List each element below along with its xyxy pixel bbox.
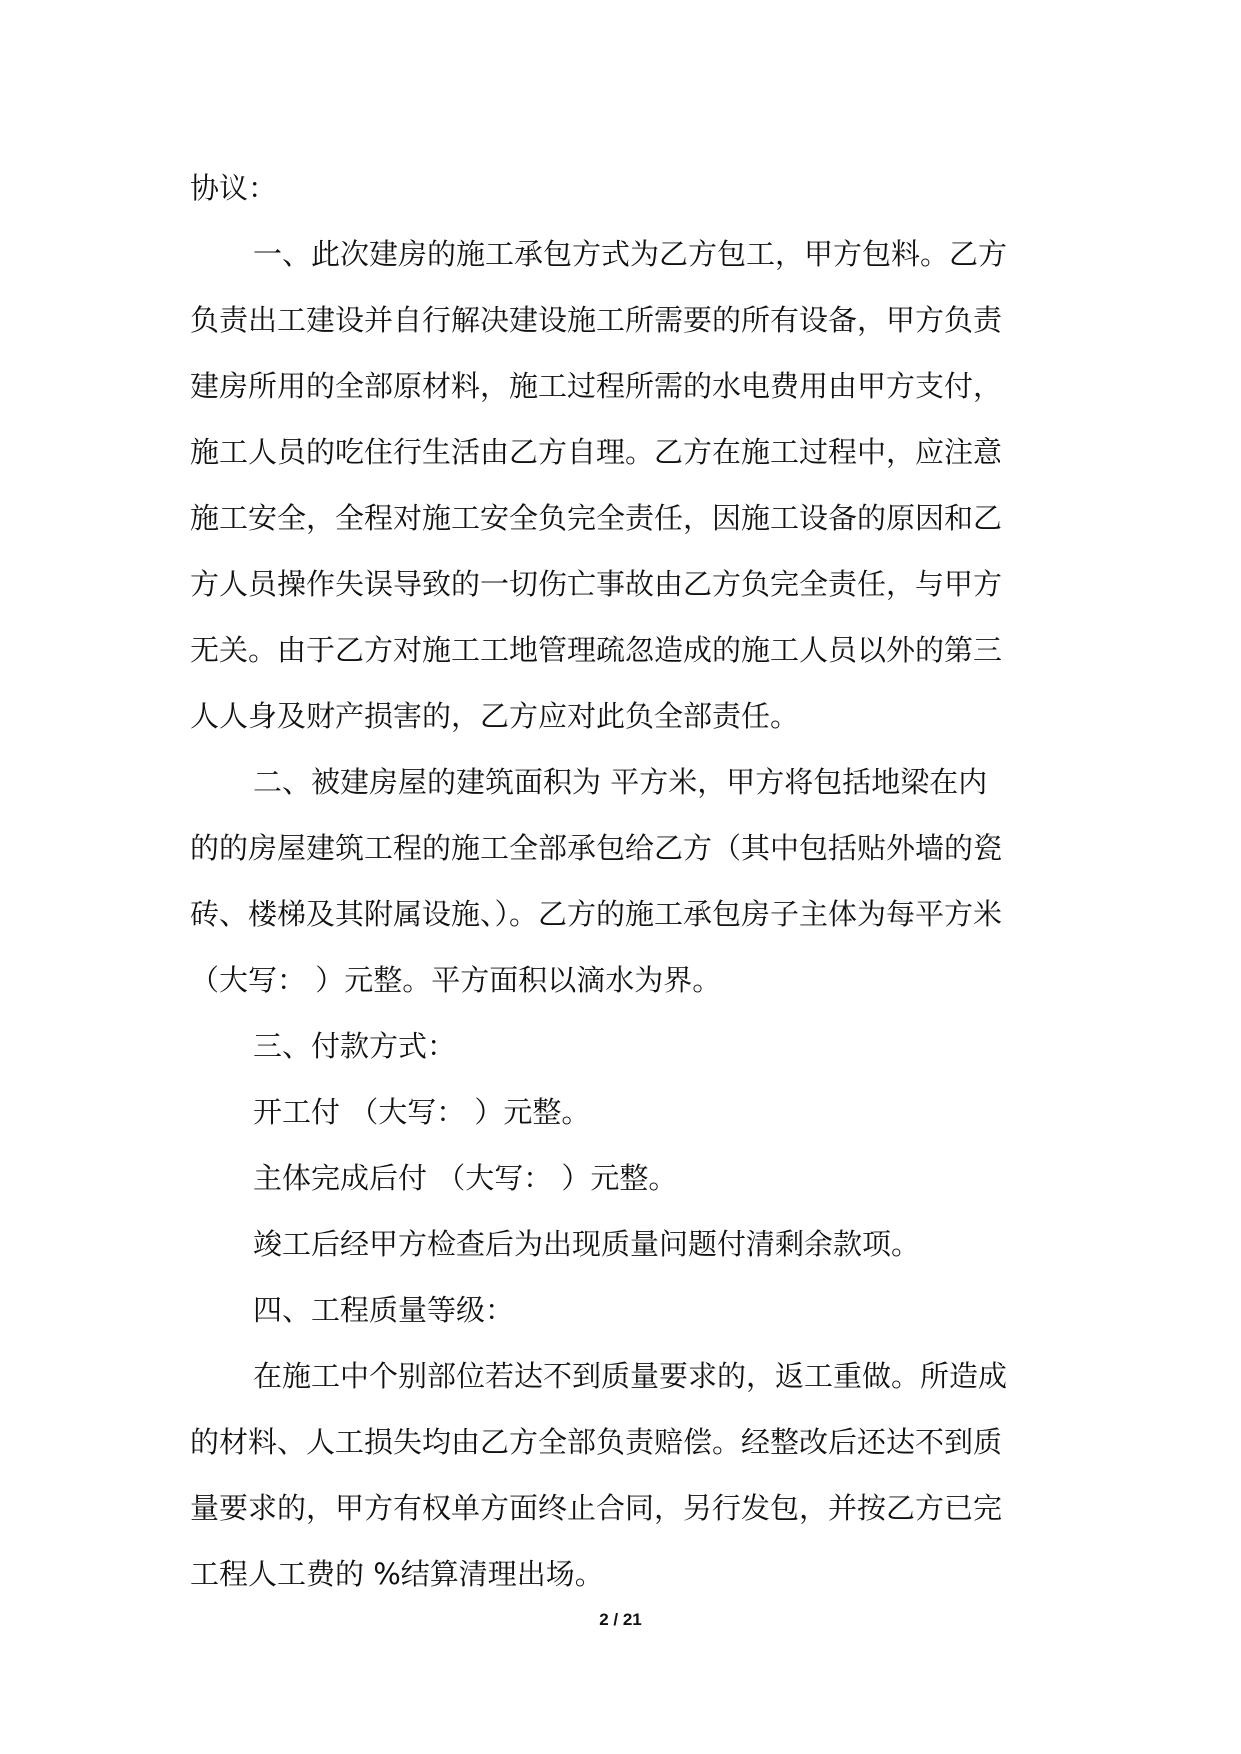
text-line: 负责出工建设并自行解决建设施工所需要的所有设备，甲方负责 — [190, 303, 1003, 337]
text-line: 一、此次建房的施工承包方式为乙方包工，甲方包料。乙方 — [253, 237, 1008, 271]
text-line: 在施工中个别部位若达不到质量要求的，返工重做。所造成 — [253, 1359, 1008, 1393]
text-line: 砖、楼梯及其附属设施、）。乙方的施工承包房子主体为每平方米 — [190, 897, 1003, 931]
text-line: 施工人员的吃住行生活由乙方自理。乙方在施工过程中，应注意 — [190, 435, 1003, 469]
text-line: 三、付款方式： — [253, 1029, 457, 1063]
text-line: 建房所用的全部原材料，施工过程所需的水电费用由甲方支付， — [190, 369, 1003, 403]
text-line: 量要求的，甲方有权单方面终止合同，另行发包，并按乙方已完 — [190, 1491, 1003, 1525]
document-body — [190, 155, 1060, 1607]
text-line: 工程人工费的 %结算清理出场。 — [190, 1557, 604, 1591]
page-number: 2 / 21 — [599, 1610, 642, 1629]
text-line: 的的房屋建筑工程的施工全部承包给乙方（其中包括贴外墙的瓷 — [190, 831, 1003, 865]
text-line: 无关。由于乙方对施工工地管理疏忽造成的施工人员以外的第三 — [190, 633, 1003, 667]
text-line: 竣工后经甲方检查后为出现质量问题付清剩余款项。 — [253, 1227, 921, 1261]
text-line: 的材料、人工损失均由乙方全部负责赔偿。经整改后还达不到质 — [190, 1425, 1003, 1459]
text-line: 人人身及财产损害的，乙方应对此负全部责任。 — [190, 699, 800, 733]
text-line: （大写： ）元整。平方面积以滴水为界。 — [190, 963, 722, 997]
text-line: 开工付 （大写： ）元整。 — [253, 1095, 591, 1129]
text-line: 方人员操作失误导致的一切伤亡事故由乙方负完全责任，与甲方 — [190, 567, 1003, 601]
text-line: 施工安全，全程对施工安全负完全责任，因施工设备的原因和乙 — [190, 501, 1003, 535]
text-line: 二、被建房屋的建筑面积为 平方米，甲方将包括地梁在内 — [253, 765, 988, 799]
text-line: 协议： — [190, 171, 278, 205]
text-line: 主体完成后付 （大写： ）元整。 — [253, 1161, 678, 1195]
text-line: 四、工程质量等级： — [253, 1293, 515, 1327]
